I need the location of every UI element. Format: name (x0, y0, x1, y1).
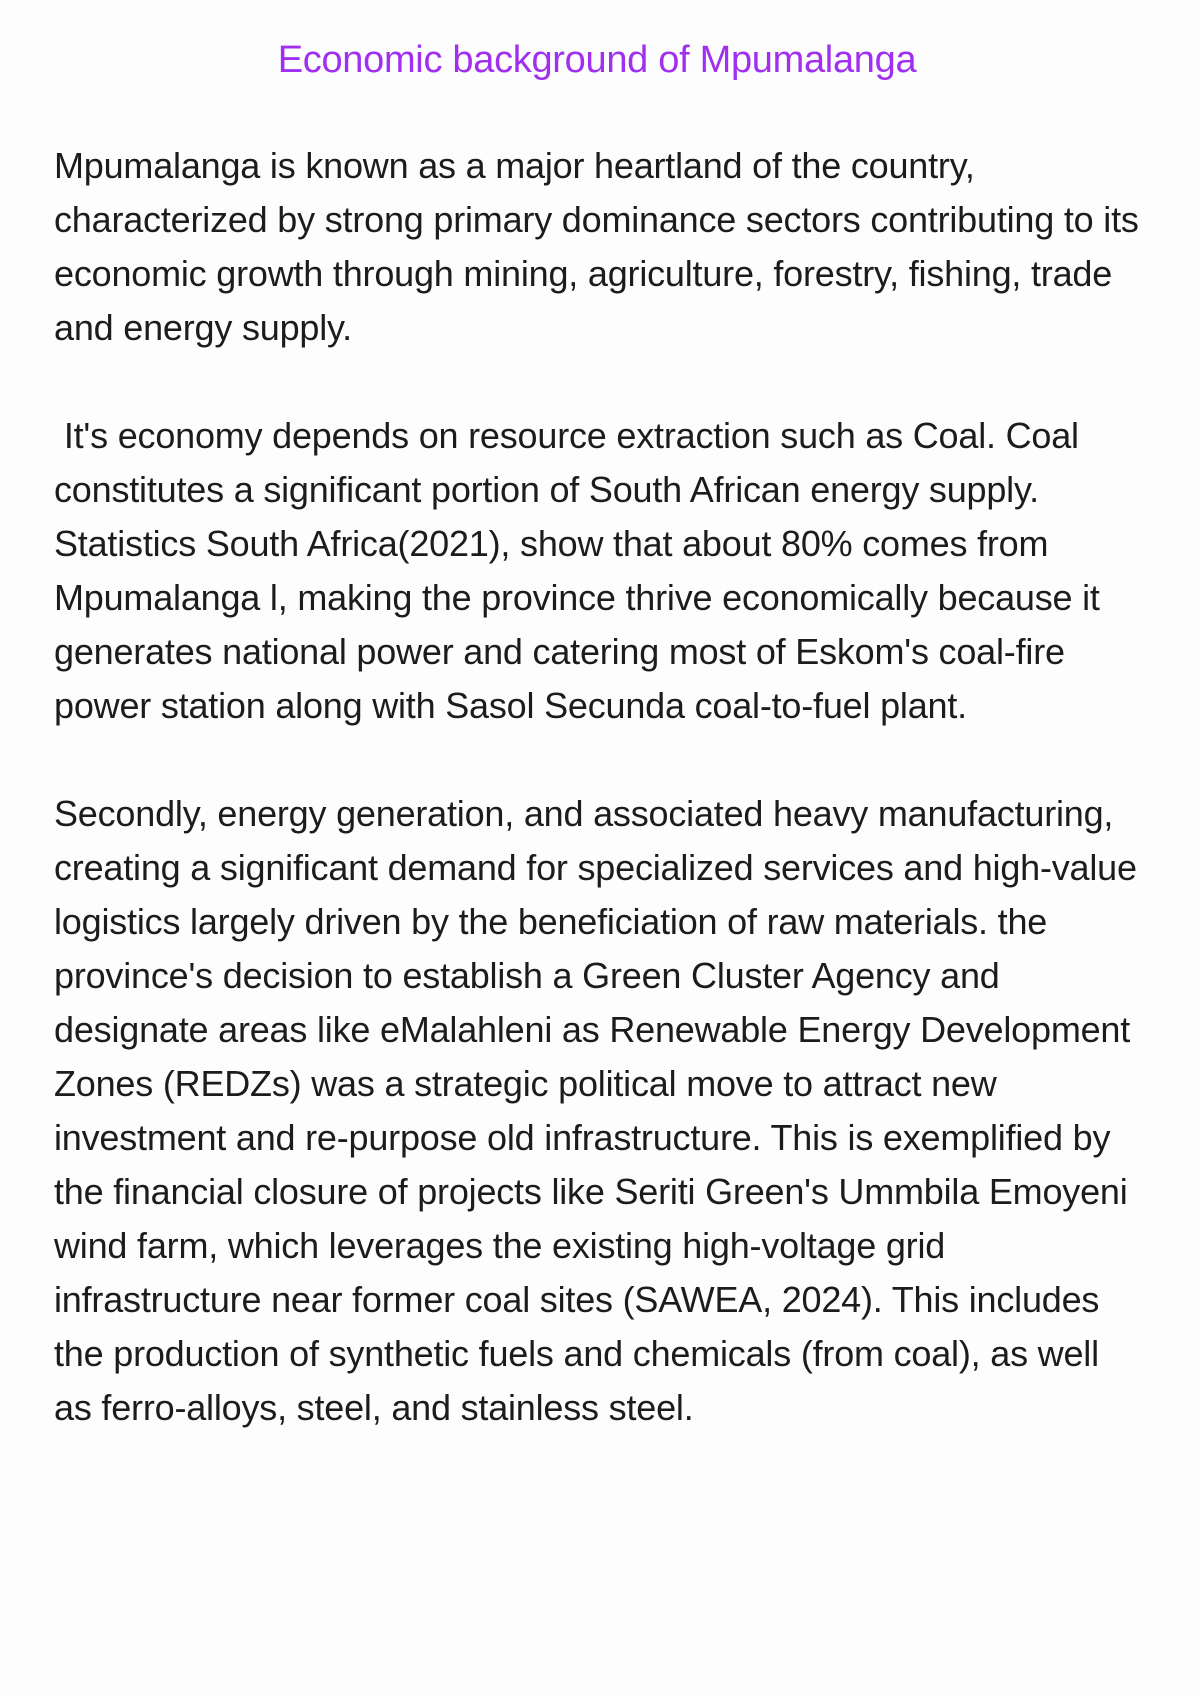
paragraph-energy-manufacturing: Secondly, energy generation, and associated heavy manufacturing, creating a significant demand for specialized services and high-value logistics largely driven by the beneficiation of raw materials. the province's decision to establish a Green Cluster Agency and designate areas like eMalahleni as Renewable Energy Development Zones (REDZs) was a strategic political move to attract new investment and re-purpose old infrastructure. This is exemplified by the financial closure of projects like Seriti Green's Ummbila Emoyeni wind farm, which leverages the existing high-voltage grid infrastructure near former coal sites (SAWEA, 2024). This includes the production of synthetic fuels and chemicals (from coal), as well as ferro-alloys, steel, and stainless steel. (54, 793, 1147, 1428)
document-body (54, 139, 1149, 1435)
paragraph-coal-economy: It's economy depends on resource extraction such as Coal. Coal constitutes a significant portion of South African energy supply. Statistics South Africa(2021), show that about 80% comes from Mpumalanga l, making the province thrive economically because it generates national power and catering most of Eskom's coal-fire power station along with Sasol Secunda coal-to-fuel plant. (54, 415, 1110, 726)
page-title: Economic background of Mpumalanga (277, 39, 917, 81)
paragraph-economic-overview: Mpumalanga is known as a major heartland of the country, characterized by strong primary dominance sectors contributing to its economic growth through mining, agriculture, forestry, fishing, trade and energy supply. (54, 145, 1149, 348)
